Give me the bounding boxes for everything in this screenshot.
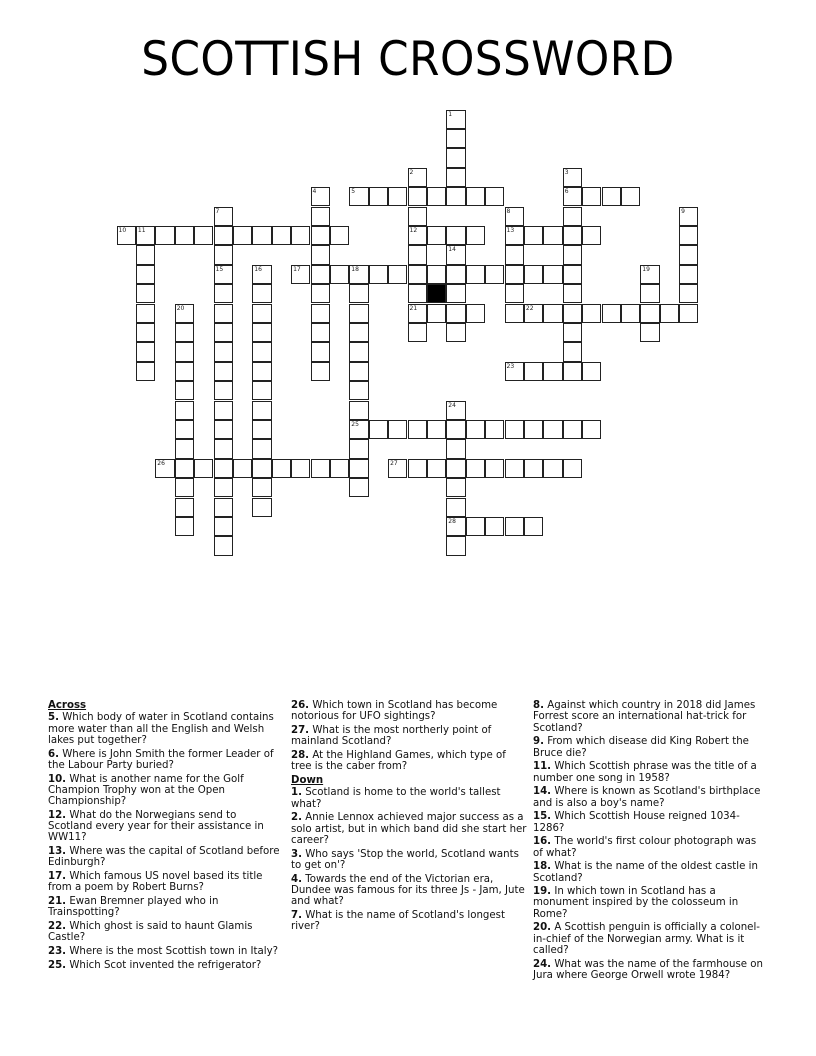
- clue-down-15: 15. Which Scottish House reigned 1034-1286?: [533, 811, 740, 834]
- grid-cell[interactable]: [427, 265, 446, 284]
- grid-cell[interactable]: [582, 362, 601, 381]
- clue-across-6: 6. Where is John Smith the former Leader of the Labour Party buried?: [48, 748, 274, 771]
- clue-down-2: 2. Annie Lennox achieved major success as a solo artist, but in which band did she start her career?: [291, 812, 527, 846]
- grid-cell[interactable]: [679, 265, 698, 284]
- grid-cell[interactable]: [136, 323, 155, 342]
- grid-cell[interactable]: [214, 459, 233, 478]
- clue-number: 12: [409, 226, 418, 234]
- grid-cell[interactable]: [155, 459, 174, 478]
- grid-cell[interactable]: [311, 323, 330, 342]
- grid-cell[interactable]: [524, 362, 543, 381]
- grid-cell[interactable]: [233, 226, 252, 245]
- page-title: SCOTTISH CROSSWORD: [141, 32, 675, 87]
- grid-cell[interactable]: [466, 304, 485, 323]
- grid-cell[interactable]: [349, 323, 368, 342]
- across-header: Across: [48, 700, 87, 711]
- clue-across-10: 10. What is another name for the Golf Champion Trophy won at the Open Championship?: [48, 773, 244, 808]
- grid-cell[interactable]: [291, 265, 310, 284]
- grid-cell[interactable]: [524, 420, 543, 439]
- grid-cell[interactable]: [446, 478, 465, 497]
- grid-cell[interactable]: [252, 265, 271, 284]
- grid-cell[interactable]: [252, 284, 271, 303]
- grid-cell[interactable]: [175, 401, 194, 420]
- grid-cell[interactable]: [524, 226, 543, 245]
- grid-cell[interactable]: [524, 304, 543, 323]
- grid-cell[interactable]: [136, 304, 155, 323]
- grid-cell[interactable]: [408, 245, 427, 264]
- grid-cell[interactable]: [446, 284, 465, 303]
- grid-cell[interactable]: [369, 265, 388, 284]
- grid-cell[interactable]: [679, 245, 698, 264]
- grid-cell[interactable]: [427, 187, 446, 206]
- grid-cell[interactable]: [505, 284, 524, 303]
- grid-cell[interactable]: [563, 323, 582, 342]
- grid-cell[interactable]: [214, 265, 233, 284]
- grid-cell[interactable]: [175, 323, 194, 342]
- grid-cell[interactable]: [543, 265, 562, 284]
- grid-cell[interactable]: [466, 226, 485, 245]
- clue-down-4: 4. Towards the end of the Victorian era, Dundee was famous for its three Js - Jam, Jute and what?: [291, 873, 525, 908]
- grid-cell[interactable]: [311, 187, 330, 206]
- grid-cell[interactable]: [311, 304, 330, 323]
- grid-cell[interactable]: [136, 284, 155, 303]
- grid-cell[interactable]: [252, 362, 271, 381]
- grid-cell[interactable]: [214, 342, 233, 361]
- grid-cell[interactable]: [679, 207, 698, 226]
- grid-cell[interactable]: [194, 459, 213, 478]
- grid-cell[interactable]: [214, 207, 233, 226]
- grid-cell[interactable]: [272, 459, 291, 478]
- clue-number: 25: [351, 420, 359, 428]
- grid-cell[interactable]: [446, 265, 465, 284]
- clue-number: 1: [448, 110, 453, 118]
- grid-cell[interactable]: [311, 362, 330, 381]
- grid-cell[interactable]: [408, 226, 427, 245]
- grid-cell[interactable]: [175, 478, 194, 497]
- clues-column-1: [48, 700, 280, 973]
- grid-cell[interactable]: [311, 265, 330, 284]
- clue-number: 8: [506, 207, 511, 215]
- grid-cell[interactable]: [214, 517, 233, 536]
- grid-cell[interactable]: [408, 459, 427, 478]
- grid-cell[interactable]: [446, 129, 465, 148]
- grid-cell[interactable]: [408, 284, 427, 303]
- grid-cell[interactable]: [311, 459, 330, 478]
- grid-cell[interactable]: [446, 517, 465, 536]
- grid-cell[interactable]: [543, 459, 562, 478]
- grid-cell[interactable]: [252, 439, 271, 458]
- grid-cell[interactable]: [349, 459, 368, 478]
- grid-cell[interactable]: [349, 304, 368, 323]
- grid-cell[interactable]: [214, 536, 233, 555]
- grid-cell[interactable]: [524, 517, 543, 536]
- clue-down-18: 18. What is the name of the oldest castle in Scotland?: [533, 861, 758, 884]
- grid-cell[interactable]: [408, 187, 427, 206]
- clue-number: 27: [390, 459, 398, 467]
- grid-cell[interactable]: [388, 459, 407, 478]
- clue-number: 14: [448, 246, 456, 254]
- grid-cell[interactable]: [175, 498, 194, 517]
- grid-cell[interactable]: [136, 342, 155, 361]
- grid-cell[interactable]: [543, 226, 562, 245]
- grid-cell[interactable]: [214, 401, 233, 420]
- black-cell: [427, 284, 446, 303]
- clue-across-12: 12. What do the Norwegians send to Scotland every year for their assistance in WW11?: [48, 809, 264, 844]
- clue-down-9: 9. From which disease did King Robert the Bruce die?: [533, 736, 749, 759]
- grid-cell[interactable]: [349, 478, 368, 497]
- grid-cell[interactable]: [505, 517, 524, 536]
- clue-across-25: 25. Which Scot invented the refrigerator?: [48, 959, 262, 971]
- grid-cell[interactable]: [408, 304, 427, 323]
- clue-across-5: 5. Which body of water in Scotland contains more water than all the English and Welsh lakes put together?: [48, 712, 274, 746]
- grid-cell[interactable]: [446, 420, 465, 439]
- grid-cell[interactable]: [563, 342, 582, 361]
- grid-cell[interactable]: [349, 284, 368, 303]
- clue-number: 2: [409, 168, 414, 176]
- grid-cell[interactable]: [214, 439, 233, 458]
- grid-cell[interactable]: [175, 459, 194, 478]
- grid-cell[interactable]: [291, 459, 310, 478]
- grid-cell[interactable]: [214, 245, 233, 264]
- clue-across-27: 27. What is the most northerly point of mainland Scotland?: [291, 724, 492, 748]
- grid-cell[interactable]: [136, 265, 155, 284]
- clue-down-19: 19. In which town in Scotland has a monument inspired by the colosseum in Rome?: [533, 886, 739, 920]
- grid-cell[interactable]: [446, 498, 465, 517]
- grid-cell[interactable]: [252, 323, 271, 342]
- grid-cell[interactable]: [136, 245, 155, 264]
- clue-down-8: 8. Against which country in 2018 did James Forrest score an international hat-trick for Scotland?: [533, 700, 756, 734]
- grid-cell[interactable]: [446, 439, 465, 458]
- grid-cell[interactable]: [349, 381, 368, 400]
- grid-cell[interactable]: [252, 226, 271, 245]
- grid-cell[interactable]: [621, 304, 640, 323]
- clue-number: 23: [506, 362, 515, 370]
- grid-cell[interactable]: [563, 207, 582, 226]
- grid-cell[interactable]: [505, 304, 524, 323]
- grid-cell[interactable]: [388, 420, 407, 439]
- clue-across-26: 26. Which town in Scotland has become notorious for UFO sightings?: [291, 700, 498, 723]
- grid-cell[interactable]: [466, 265, 485, 284]
- grid-cell[interactable]: [602, 304, 621, 323]
- grid-cell[interactable]: [214, 420, 233, 439]
- clue-across-13: 13. Where was the capital of Scotland before Edinburgh?: [48, 846, 280, 869]
- clue-number: 11: [137, 226, 146, 234]
- grid-cell[interactable]: [563, 245, 582, 264]
- grid-cell[interactable]: [446, 536, 465, 555]
- grid-cell[interactable]: [505, 459, 524, 478]
- grid-cell[interactable]: [349, 439, 368, 458]
- clue-across-22: 22. Which ghost is said to haunt Glamis Castle?: [48, 921, 253, 944]
- clue-number: 22: [525, 304, 534, 312]
- grid-cell[interactable]: [349, 362, 368, 381]
- clue-number: 28: [448, 517, 456, 525]
- grid-cell[interactable]: [466, 517, 485, 536]
- grid-cell[interactable]: [446, 148, 465, 167]
- clue-down-11: 11. Which Scottish phrase was the title of a number one song in 1958?: [533, 761, 757, 784]
- clue-down-1: 1. Scotland is home to the world's tallest what?: [291, 787, 501, 810]
- clue-number: 17: [293, 265, 301, 273]
- clue-number: 13: [506, 226, 515, 234]
- grid-cell[interactable]: [640, 284, 659, 303]
- grid-cell[interactable]: [582, 226, 601, 245]
- grid-cell[interactable]: [252, 498, 271, 517]
- grid-cell[interactable]: [175, 226, 194, 245]
- grid-cell[interactable]: [679, 304, 698, 323]
- grid-cell[interactable]: [602, 187, 621, 206]
- clue-across-17: 17. Which famous US novel based its title from a poem by Robert Burns?: [48, 871, 263, 894]
- grid-cell[interactable]: [427, 420, 446, 439]
- grid-cell[interactable]: [524, 459, 543, 478]
- clue-across-23: 23. Where is the most Scottish town in Italy?: [48, 946, 279, 958]
- grid-cell[interactable]: [505, 245, 524, 264]
- grid-cell[interactable]: [214, 478, 233, 497]
- grid-cell[interactable]: [252, 401, 271, 420]
- grid-cell[interactable]: [194, 226, 213, 245]
- grid-cell[interactable]: [505, 420, 524, 439]
- grid-cell[interactable]: [136, 226, 155, 245]
- grid-cell[interactable]: [485, 459, 504, 478]
- clue-across-21: 21. Ewan Bremner played who in Trainspotting?: [48, 896, 219, 919]
- grid-cell[interactable]: [214, 226, 233, 245]
- grid-cell[interactable]: [543, 420, 562, 439]
- grid-cell[interactable]: [408, 420, 427, 439]
- grid-cell[interactable]: [679, 284, 698, 303]
- grid-cell[interactable]: [349, 265, 368, 284]
- clue-number: 6: [564, 188, 569, 196]
- grid-cell[interactable]: [175, 439, 194, 458]
- grid-cell[interactable]: [349, 187, 368, 206]
- clues-column-3: [533, 700, 769, 984]
- clue-down-24: 24. What was the name of the farmhouse on Jura where George Orwell wrote 1984?: [533, 958, 763, 982]
- grid-cell[interactable]: [214, 498, 233, 517]
- grid-cell[interactable]: [311, 284, 330, 303]
- grid-cell[interactable]: [388, 187, 407, 206]
- grid-cell[interactable]: [408, 207, 427, 226]
- grid-cell[interactable]: [446, 401, 465, 420]
- grid-cell[interactable]: [621, 187, 640, 206]
- grid-cell[interactable]: [330, 265, 349, 284]
- grid-cell[interactable]: [563, 420, 582, 439]
- down-header: Down: [291, 774, 324, 786]
- grid-cell[interactable]: [252, 342, 271, 361]
- clue-down-16: 16. The world's first colour photograph was of what?: [533, 836, 757, 859]
- grid-cell[interactable]: [252, 420, 271, 439]
- grid-cell[interactable]: [563, 168, 582, 187]
- grid-cell[interactable]: [252, 459, 271, 478]
- grid-cell[interactable]: [446, 323, 465, 342]
- clue-number: 19: [642, 265, 650, 273]
- grid-cell[interactable]: [408, 265, 427, 284]
- clue-number: 26: [157, 459, 165, 467]
- crossword-grid: [117, 110, 717, 570]
- grid-cell[interactable]: [214, 362, 233, 381]
- grid-cell[interactable]: [330, 459, 349, 478]
- grid-cell[interactable]: [446, 459, 465, 478]
- grid-cell[interactable]: [543, 362, 562, 381]
- grid-cell[interactable]: [291, 226, 310, 245]
- grid-cell[interactable]: [485, 265, 504, 284]
- grid-cell[interactable]: [446, 304, 465, 323]
- clue-down-14: 14. Where is known as Scotland's birthplace and is also a boy's name?: [533, 786, 761, 809]
- grid-cell[interactable]: [175, 304, 194, 323]
- grid-cell[interactable]: [640, 304, 659, 323]
- grid-cell[interactable]: [505, 362, 524, 381]
- grid-cell[interactable]: [466, 420, 485, 439]
- grid-cell[interactable]: [330, 226, 349, 245]
- grid-cell[interactable]: [349, 401, 368, 420]
- grid-cell[interactable]: [214, 284, 233, 303]
- grid-cell[interactable]: [563, 284, 582, 303]
- grid-cell[interactable]: [175, 420, 194, 439]
- grid-cell[interactable]: [311, 226, 330, 245]
- grid-cell[interactable]: [408, 168, 427, 187]
- grid-cell[interactable]: [466, 187, 485, 206]
- grid-cell[interactable]: [446, 110, 465, 129]
- grid-cell[interactable]: [563, 187, 582, 206]
- grid-cell[interactable]: [369, 420, 388, 439]
- grid-cell[interactable]: [349, 342, 368, 361]
- grid-cell[interactable]: [233, 459, 252, 478]
- grid-cell[interactable]: [175, 381, 194, 400]
- grid-cell[interactable]: [427, 304, 446, 323]
- grid-cell[interactable]: [505, 226, 524, 245]
- grid-cell[interactable]: [214, 304, 233, 323]
- clue-number: 24: [448, 401, 456, 409]
- grid-cell[interactable]: [311, 207, 330, 226]
- grid-cell[interactable]: [175, 517, 194, 536]
- grid-cell[interactable]: [136, 362, 155, 381]
- grid-cell[interactable]: [349, 420, 368, 439]
- grid-cell[interactable]: [466, 459, 485, 478]
- clue-number: 18: [351, 265, 359, 273]
- clue-number: 4: [312, 188, 317, 196]
- grid-cell[interactable]: [582, 187, 601, 206]
- grid-cell[interactable]: [582, 420, 601, 439]
- grid-cell[interactable]: [311, 342, 330, 361]
- grid-cell[interactable]: [563, 226, 582, 245]
- grid-cell[interactable]: [214, 381, 233, 400]
- clue-number: 10: [118, 226, 127, 234]
- grid-cell[interactable]: [485, 187, 504, 206]
- grid-cell[interactable]: [524, 265, 543, 284]
- grid-cell[interactable]: [446, 168, 465, 187]
- clue-number: 3: [564, 168, 569, 176]
- grid-cell[interactable]: [640, 323, 659, 342]
- grid-cell[interactable]: [272, 226, 291, 245]
- clue-number: 9: [681, 207, 685, 215]
- clue-number: 7: [215, 207, 220, 215]
- grid-cell[interactable]: [155, 226, 174, 245]
- grid-cell[interactable]: [214, 323, 233, 342]
- grid-cell[interactable]: [582, 304, 601, 323]
- clue-down-3: 3. Who says 'Stop the world, Scotland wants to get on'?: [291, 848, 519, 871]
- grid-cell[interactable]: [563, 265, 582, 284]
- grid-cell[interactable]: [485, 517, 504, 536]
- clue-down-7: 7. What is the name of Scotland's longest river?: [291, 909, 505, 933]
- grid-cell[interactable]: [388, 265, 407, 284]
- grid-cell[interactable]: [446, 226, 465, 245]
- grid-cell[interactable]: [252, 381, 271, 400]
- grid-cell[interactable]: [563, 362, 582, 381]
- grid-cell[interactable]: [660, 304, 679, 323]
- grid-cell[interactable]: [117, 226, 136, 245]
- grid-cell[interactable]: [505, 207, 524, 226]
- grid-cell[interactable]: [427, 226, 446, 245]
- grid-cell[interactable]: [485, 420, 504, 439]
- grid-cell[interactable]: [679, 226, 698, 245]
- clue-down-20: 20. A Scottish penguin is officially a colonel-in-chief of the Norwegian army. What is it called?: [533, 922, 760, 957]
- grid-cell[interactable]: [252, 478, 271, 497]
- clue-number: 16: [254, 265, 262, 273]
- clue-number: 21: [409, 304, 418, 312]
- grid-cell[interactable]: [446, 245, 465, 264]
- clue-number: 20: [176, 304, 185, 312]
- grid-cell[interactable]: [640, 265, 659, 284]
- grid-cell[interactable]: [543, 304, 562, 323]
- clue-number: 5: [351, 188, 356, 196]
- grid-cell[interactable]: [446, 187, 465, 206]
- grid-cell[interactable]: [408, 323, 427, 342]
- grid-cell[interactable]: [563, 459, 582, 478]
- grid-cell[interactable]: [175, 362, 194, 381]
- clues-column-2: [291, 700, 527, 935]
- grid-cell[interactable]: [252, 304, 271, 323]
- grid-cell[interactable]: [369, 187, 388, 206]
- grid-cell[interactable]: [563, 304, 582, 323]
- clue-across-28: 28. At the Highland Games, which type of tree is the caber from?: [291, 749, 506, 773]
- grid-cell[interactable]: [175, 342, 194, 361]
- grid-cell[interactable]: [505, 265, 524, 284]
- clue-number: 15: [215, 265, 224, 273]
- grid-cell[interactable]: [311, 245, 330, 264]
- grid-cell[interactable]: [427, 459, 446, 478]
